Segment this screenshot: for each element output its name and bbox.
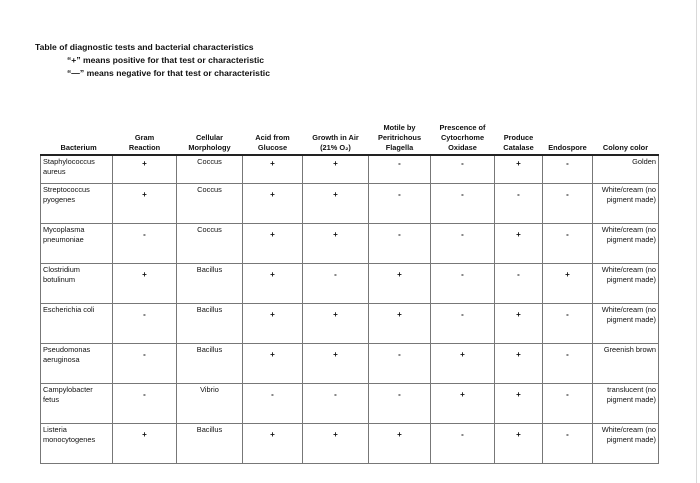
cell-catalase: +	[495, 424, 543, 464]
cell-gram: -	[113, 304, 177, 344]
cell-growth: +	[303, 344, 369, 384]
cell-acid: +	[243, 344, 303, 384]
cell-colony: White/cream (no pigment made)	[593, 184, 659, 224]
cell-morphology: Coccus	[177, 155, 243, 184]
cell-gram: +	[113, 155, 177, 184]
cell-motile: -	[369, 344, 431, 384]
cell-oxidase: -	[431, 304, 495, 344]
cell-endospore: -	[543, 155, 593, 184]
cell-colony: White/cream (no pigment made)	[593, 304, 659, 344]
cell-gram: +	[113, 424, 177, 464]
cell-catalase: +	[495, 384, 543, 424]
cell-acid: -	[243, 384, 303, 424]
cell-catalase: -	[495, 264, 543, 304]
cell-bacterium: Mycoplasma pneumoniae	[41, 224, 113, 264]
cell-morphology: Bacillus	[177, 304, 243, 344]
cell-endospore: -	[543, 184, 593, 224]
cell-growth: +	[303, 184, 369, 224]
cell-acid: +	[243, 224, 303, 264]
table-row	[41, 384, 659, 424]
cell-bacterium: Pseudomonas aeruginosa	[41, 344, 113, 384]
header-motile: Motile by Peritrichous Flagella	[369, 107, 431, 155]
header-gram: Gram Reaction	[113, 107, 177, 155]
cell-growth: -	[303, 264, 369, 304]
cell-motile: -	[369, 155, 431, 184]
cell-catalase: -	[495, 184, 543, 224]
header-acid: Acid from Glucose	[243, 107, 303, 155]
cell-colony: White/cream (no pigment made)	[593, 224, 659, 264]
cell-growth: +	[303, 424, 369, 464]
caption-negative-note: “—” means negative for that test or characteristic	[67, 68, 270, 78]
cell-oxidase: -	[431, 424, 495, 464]
cell-endospore: -	[543, 384, 593, 424]
cell-bacterium: Listeria monocytogenes	[41, 424, 113, 464]
cell-oxidase: -	[431, 224, 495, 264]
cell-gram: +	[113, 184, 177, 224]
cell-bacterium: Campylobacter fetus	[41, 384, 113, 424]
cell-colony: Greenish brown	[593, 344, 659, 384]
cell-motile: +	[369, 424, 431, 464]
cell-catalase: +	[495, 304, 543, 344]
cell-oxidase: -	[431, 155, 495, 184]
caption-positive-note: “+” means positive for that test or characteristic	[67, 55, 265, 65]
cell-endospore: +	[543, 264, 593, 304]
header-colony: Colony color	[593, 107, 659, 155]
cell-oxidase: -	[431, 264, 495, 304]
cell-morphology: Bacillus	[177, 424, 243, 464]
caption-title: Table of diagnostic tests and bacterial characteristics	[35, 42, 254, 52]
cell-motile: -	[369, 184, 431, 224]
header-growth: Growth in Air (21% O₂)	[303, 107, 369, 155]
cell-oxidase: -	[431, 184, 495, 224]
cell-catalase: +	[495, 344, 543, 384]
cell-colony: Golden	[593, 155, 659, 184]
cell-growth: +	[303, 155, 369, 184]
cell-catalase: +	[495, 155, 543, 184]
header-catalase: Produce Catalase	[495, 107, 543, 155]
table-row	[41, 155, 659, 184]
cell-bacterium: Escherichia coli	[41, 304, 113, 344]
cell-gram: +	[113, 264, 177, 304]
cell-bacterium: Staphylococcus aureus	[41, 155, 113, 184]
cell-morphology: Bacillus	[177, 264, 243, 304]
cell-oxidase: +	[431, 344, 495, 384]
cell-colony: White/cream (no pigment made)	[593, 264, 659, 304]
table-row	[41, 224, 659, 264]
cell-growth: +	[303, 304, 369, 344]
cell-acid: +	[243, 424, 303, 464]
cell-endospore: -	[543, 424, 593, 464]
cell-morphology: Coccus	[177, 224, 243, 264]
cell-endospore: -	[543, 344, 593, 384]
table-row	[41, 184, 659, 224]
cell-oxidase: +	[431, 384, 495, 424]
cell-colony: White/cream (no pigment made)	[593, 424, 659, 464]
cell-acid: +	[243, 264, 303, 304]
cell-acid: +	[243, 155, 303, 184]
cell-growth: -	[303, 384, 369, 424]
cell-endospore: -	[543, 224, 593, 264]
cell-acid: +	[243, 184, 303, 224]
cell-acid: +	[243, 304, 303, 344]
cell-endospore: -	[543, 304, 593, 344]
cell-growth: +	[303, 224, 369, 264]
cell-gram: -	[113, 224, 177, 264]
table-row	[41, 344, 659, 384]
diagnostic-table	[40, 107, 659, 464]
table-row	[41, 304, 659, 344]
cell-bacterium: Streptococcus pyogenes	[41, 184, 113, 224]
header-morphology: Cellular Morphology	[177, 107, 243, 155]
header-row	[41, 107, 659, 155]
cell-bacterium: Clostridium botulinum	[41, 264, 113, 304]
table-row	[41, 264, 659, 304]
header-bacterium: Bacterium	[41, 107, 113, 155]
cell-catalase: +	[495, 224, 543, 264]
cell-motile: -	[369, 224, 431, 264]
cell-gram: -	[113, 344, 177, 384]
header-oxidase: Prescence of Cytocrhome Oxidase	[431, 107, 495, 155]
cell-motile: +	[369, 304, 431, 344]
cell-gram: -	[113, 384, 177, 424]
header-endospore: Endospore	[543, 107, 593, 155]
cell-morphology: Coccus	[177, 184, 243, 224]
table-caption	[35, 41, 270, 80]
table-row	[41, 424, 659, 464]
cell-morphology: Vibrio	[177, 384, 243, 424]
cell-motile: -	[369, 384, 431, 424]
cell-morphology: Bacillus	[177, 344, 243, 384]
cell-colony: translucent (no pigment made)	[593, 384, 659, 424]
cell-motile: +	[369, 264, 431, 304]
